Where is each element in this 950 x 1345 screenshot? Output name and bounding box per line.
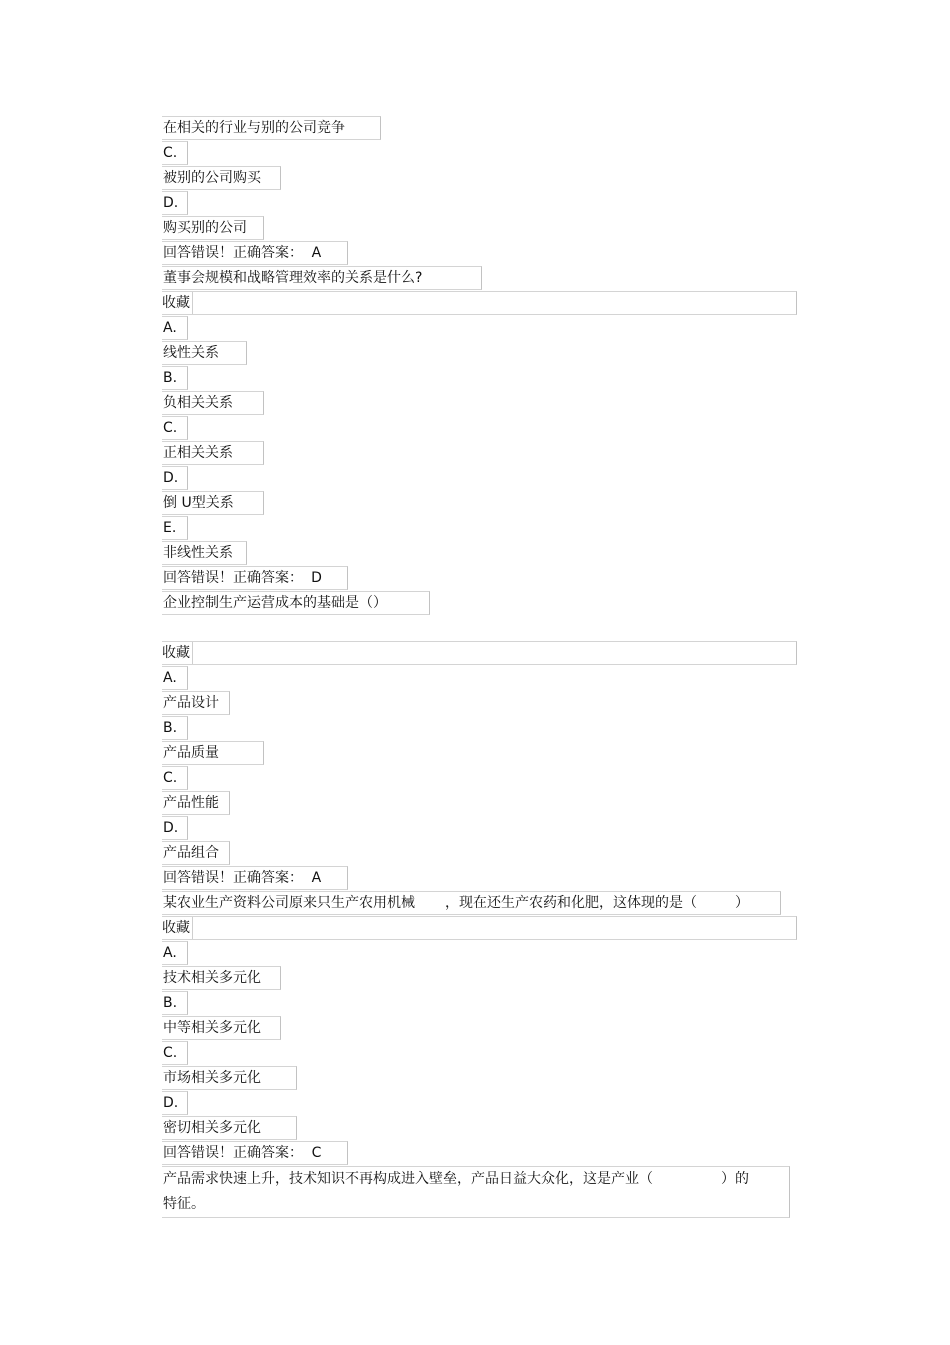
- option-text: 产品性能: [162, 791, 230, 815]
- question-part: 某农业生产资料公司原来只生产农用机械: [163, 895, 415, 911]
- result-text: 回答错误！正确答案：: [163, 245, 303, 261]
- question-part: 产品需求快速上升，技术知识不再构成进入壁垒，产品日益大众化，这是产业（: [163, 1171, 653, 1187]
- option-label: A.: [162, 316, 188, 340]
- option-label: D.: [162, 816, 188, 840]
- question-part: ）的: [721, 1171, 749, 1187]
- question-text: 企业控制生产运营成本的基础是（）: [162, 591, 430, 615]
- answer-result: [162, 241, 348, 265]
- option-text: 被别的公司购买: [162, 166, 281, 190]
- favorite-label: 收藏: [162, 642, 193, 664]
- question-text: [162, 891, 781, 915]
- correct-answer: C: [311, 1145, 322, 1161]
- question-part: ，现在还生产农药和化肥，这体现的是（: [445, 895, 697, 911]
- quiz-document: [162, 116, 802, 1219]
- option-text: 线性关系: [162, 341, 247, 365]
- option-text: 负相关关系: [162, 391, 264, 415]
- favorite-label: 收藏: [162, 292, 193, 314]
- correct-answer: A: [311, 870, 322, 886]
- option-label: B.: [162, 716, 188, 740]
- option-label: D.: [162, 466, 188, 490]
- question-text: 董事会规模和战略管理效率的关系是什么?: [162, 266, 482, 290]
- option-label: A.: [162, 666, 188, 690]
- question-text: [162, 1166, 790, 1218]
- correct-answer: A: [311, 245, 322, 261]
- option-text: 中等相关多元化: [162, 1016, 281, 1040]
- favorite-button[interactable]: [162, 916, 797, 940]
- favorite-button[interactable]: [162, 291, 797, 315]
- option-label: B.: [162, 366, 188, 390]
- answer-result: [162, 566, 348, 590]
- option-text: 购买别的公司: [162, 216, 264, 240]
- option-label: C.: [162, 141, 188, 165]
- option-label: B.: [162, 991, 188, 1015]
- option-label: C.: [162, 766, 188, 790]
- result-text: 回答错误！正确答案：: [163, 1145, 303, 1161]
- option-text: 产品质量: [162, 741, 264, 765]
- answer-result: [162, 866, 348, 890]
- option-text: 产品组合: [162, 841, 230, 865]
- option-text: 正相关关系: [162, 441, 264, 465]
- option-text: 密切相关多元化: [162, 1116, 297, 1140]
- option-label: C.: [162, 1041, 188, 1065]
- option-text: 在相关的行业与别的公司竞争: [162, 116, 381, 140]
- question-part: ）: [735, 895, 749, 911]
- spacer: [162, 616, 802, 641]
- option-label: A.: [162, 941, 188, 965]
- option-label: E.: [162, 516, 188, 540]
- result-text: 回答错误！正确答案：: [163, 870, 303, 886]
- option-text: 市场相关多元化: [162, 1066, 297, 1090]
- question-part: 特征。: [163, 1196, 205, 1212]
- option-label: D.: [162, 191, 188, 215]
- answer-result: [162, 1141, 348, 1165]
- option-text: 技术相关多元化: [162, 966, 281, 990]
- favorite-label: 收藏: [162, 917, 193, 939]
- correct-answer: D: [311, 570, 322, 586]
- favorite-button[interactable]: [162, 641, 797, 665]
- result-text: 回答错误！正确答案：: [163, 570, 303, 586]
- option-text: 产品设计: [162, 691, 230, 715]
- option-label: C.: [162, 416, 188, 440]
- option-text: 倒 U型关系: [162, 491, 264, 515]
- option-text: 非线性关系: [162, 541, 247, 565]
- option-label: D.: [162, 1091, 188, 1115]
